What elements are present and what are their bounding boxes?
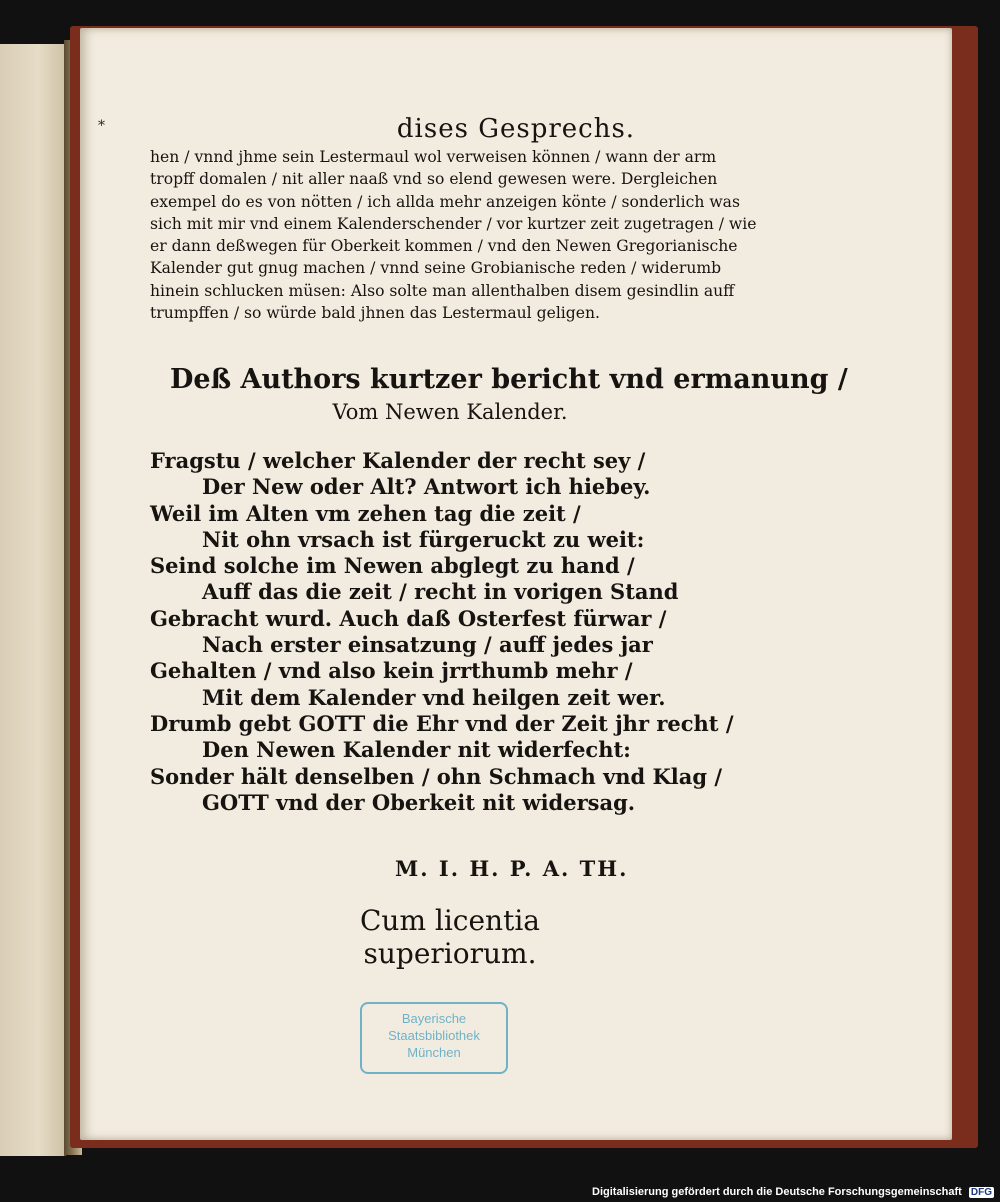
prose-paragraph xyxy=(150,146,760,324)
author-initials: M. I. H. P. A. TH. xyxy=(395,856,629,881)
stamp-line: Staatsbibliothek xyxy=(388,1028,480,1043)
footer-text: Digitalisierung gefördert durch die Deutsche Forschungsgemeinschaft xyxy=(592,1186,962,1198)
verse-line: Weil im Alten vm zehen tag die zeit / xyxy=(150,500,581,526)
book-page xyxy=(80,28,952,1140)
verse-line: Mit dem Kalender vnd heilgen zeit wer. xyxy=(202,684,666,710)
prose-line: tropff domalen / nit aller naaß vnd so elend gewesen were. Dergleichen xyxy=(150,170,718,189)
stamp-line: München xyxy=(407,1045,461,1060)
margin-mark: * xyxy=(98,118,105,134)
verse-line: Seind solche im Newen abglegt zu hand / xyxy=(150,553,635,579)
prose-line: trumpffen / so würde bald jhnen das Lestermaul geligen. xyxy=(150,304,601,323)
section-subtitle: Vom Newen Kalender. xyxy=(332,400,568,424)
prose-line: sich mit mir vnd einem Kalenderschender / vor kurtzer zeit zugetragen / wie xyxy=(150,214,757,233)
verse-line: Den Newen Kalender nit widerfecht: xyxy=(202,737,631,763)
verse-line: Fragstu / welcher Kalender der recht sey / xyxy=(150,448,646,473)
verse-line: GOTT vnd der Oberkeit nit widersag. xyxy=(202,789,636,815)
verse-line: Nit ohn vrsach ist fürgeruckt zu weit: xyxy=(202,526,645,552)
verse-line: Nach erster einsatzung / auff jedes jar xyxy=(202,632,653,658)
stamp-line: Bayerische xyxy=(401,1011,467,1026)
verse-line: Der New oder Alt? Antwort ich hiebey. xyxy=(202,474,651,500)
dfg-logo: DFG xyxy=(970,1187,992,1198)
facing-page-edge xyxy=(0,44,66,1156)
verse-line: Gebracht wurd. Auch daß Osterfest fürwar / xyxy=(150,605,667,631)
library-stamp xyxy=(360,1002,508,1074)
running-header: dises Gesprechs. xyxy=(396,114,636,144)
verse-line: Gehalten / vnd also kein jrrthumb mehr / xyxy=(150,658,633,684)
verse-line: Sonder hält denselben / ohn Schmach vnd Klag / xyxy=(150,763,723,789)
prose-line: exempel do es von nötten / ich allda mehr anzeigen könte / sonderlich was xyxy=(150,192,740,211)
prose-line: er dann deßwegen für Oberkeit kommen / vnd den Newen Gregorianische xyxy=(150,237,738,256)
license-line: Cum licentia superiorum. xyxy=(359,904,540,970)
digitization-footer xyxy=(592,1186,994,1198)
section-title: Deß Authors kurtzer bericht vnd ermanung / xyxy=(170,364,848,395)
verse-line: Drumb gebt GOTT die Ehr vnd der Zeit jhr recht / xyxy=(150,710,734,736)
verse-line: Auff das die zeit / recht in vorigen Stand xyxy=(202,579,679,605)
prose-line: hen / vnnd jhme sein Lestermaul wol verweisen können / wann der arm xyxy=(150,148,717,166)
verse-block xyxy=(150,448,850,816)
prose-line: Kalender gut gnug machen / vnnd seine Grobianische reden / widerumb xyxy=(150,259,722,278)
prose-line: hinein schlucken müsen: Also solte man allenthalben disem gesindlin auff xyxy=(150,281,735,300)
